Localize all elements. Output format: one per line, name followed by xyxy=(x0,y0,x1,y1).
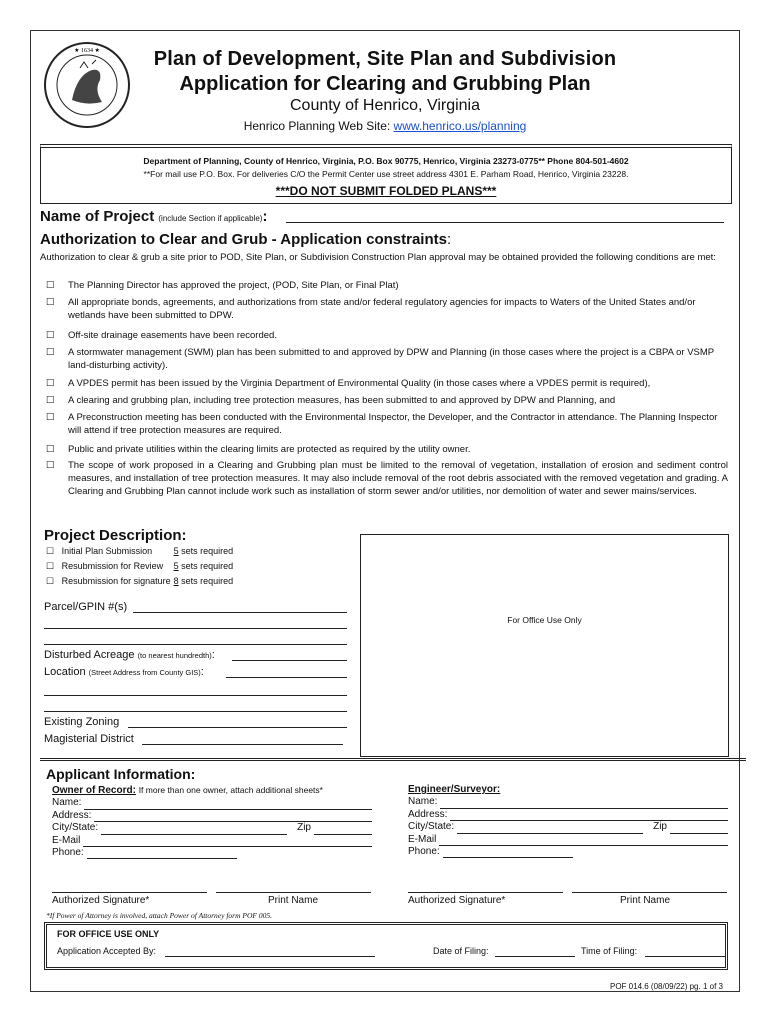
project-description-heading: Project Description: xyxy=(44,527,187,544)
checkbox[interactable]: ☐ xyxy=(46,576,55,586)
web-site-line: Henrico Planning Web Site: www.henrico.us/planning xyxy=(243,119,527,133)
title-line-2: Application for Clearing and Grubbing Plan xyxy=(179,73,591,95)
poa-note: *If Power of Attorney is involved, attach Power of Attorney form POF 005. xyxy=(46,911,272,920)
engineer-signature-field[interactable] xyxy=(408,892,563,893)
checkbox[interactable]: ☐ xyxy=(46,460,55,471)
zoning-label: Existing Zoning xyxy=(44,716,120,728)
checkbox[interactable]: ☐ xyxy=(46,412,55,423)
location-field-line[interactable] xyxy=(44,695,347,696)
office-use-only-box xyxy=(44,922,728,970)
folded-plans-warning: ***DO NOT SUBMIT FOLDED PLANS*** xyxy=(275,184,497,198)
section-divider xyxy=(40,758,746,761)
form-id: POF 014.6 (08/09/22) pg. 1 of 3 xyxy=(610,982,723,991)
district-label: Magisterial District xyxy=(44,733,134,745)
svg-text:★ 1634 ★: ★ 1634 ★ xyxy=(74,48,100,54)
acreage-label: Disturbed Acreage (to nearest hundredth): xyxy=(44,649,215,661)
checkbox[interactable]: ☐ xyxy=(46,395,55,406)
department-address: Department of Planning, County of Henrico, Virginia, P.O. Box 90775, Henrico, Virginia 23273-0775** Phone 804-501-4602 xyxy=(143,156,629,166)
office-use-heading: FOR OFFICE USE ONLY xyxy=(57,929,160,939)
owner-signature-label: Authorized Signature* xyxy=(52,895,150,906)
accepted-by-label: Application Accepted By: xyxy=(57,946,157,956)
time-of-filing-field[interactable] xyxy=(645,956,725,957)
owner-print-name-label: Print Name xyxy=(268,895,319,906)
owner-print-name-field[interactable] xyxy=(216,892,371,893)
date-of-filing-label: Date of Filing: xyxy=(433,946,489,956)
submission-option: ☐ Initial Plan Submission 5 sets required xyxy=(46,546,234,556)
owner-address-field[interactable] xyxy=(94,810,372,822)
district-field[interactable] xyxy=(142,744,343,745)
engineer-print-name-field[interactable] xyxy=(572,892,727,893)
location-label: Location (Street Address from County GIS): xyxy=(44,666,204,678)
county-seal-icon xyxy=(42,40,132,130)
authorization-intro: Authorization to clear & grub a site prior to POD, Site Plan, or Subdivision Construction Plan approval may be obtained provided the following conditions are met: xyxy=(40,252,716,263)
owner-signature-field[interactable] xyxy=(52,892,207,893)
engineer-city-field[interactable] xyxy=(457,821,643,833)
owner-zip-field[interactable] xyxy=(314,822,372,834)
planning-web-link[interactable]: www.henrico.us/planning xyxy=(393,119,527,133)
county-name: County of Henrico, Virginia xyxy=(289,97,481,114)
title-line-1: Plan of Development, Site Plan and Subdivision xyxy=(153,48,617,70)
parcel-field-line[interactable] xyxy=(44,644,347,645)
owner-city-field[interactable] xyxy=(101,822,287,834)
engineer-email-field[interactable] xyxy=(439,834,728,846)
engineer-print-name-label: Print Name xyxy=(620,895,671,906)
checkbox[interactable]: ☐ xyxy=(46,330,55,341)
delivery-note: **For mail use P.O. Box. For deliveries C/O the Permit Center use street address 4301 E. Parham Road, Henrico, Virginia 23228. xyxy=(143,169,629,179)
project-name-label: Name of Project (include Section if applicable): xyxy=(40,208,268,225)
checkbox[interactable]: ☐ xyxy=(46,561,55,571)
parcel-label: Parcel/GPIN #(s) xyxy=(44,601,128,613)
location-field-line[interactable] xyxy=(44,711,347,712)
engineer-signature-label: Authorized Signature* xyxy=(408,895,506,906)
time-of-filing-label: Time of Filing: xyxy=(581,946,638,956)
owner-email-field[interactable] xyxy=(83,835,372,847)
date-of-filing-field[interactable] xyxy=(495,956,575,957)
engineer-phone-field[interactable] xyxy=(443,846,573,858)
engineer-address-field[interactable] xyxy=(450,809,728,821)
office-use-box: For Office Use Only xyxy=(360,534,729,757)
project-name-field[interactable] xyxy=(286,222,724,223)
owner-column: Owner of Record: If more than one owner, attach additional sheets* Name: Address: City/State: Zip E-Mail Phone: xyxy=(52,784,372,859)
checkbox[interactable]: ☐ xyxy=(46,347,55,358)
location-field[interactable] xyxy=(226,677,347,678)
applicant-heading: Applicant Information: xyxy=(46,766,196,782)
engineer-name-field[interactable] xyxy=(440,796,728,808)
submission-option: ☐ Resubmission for signature 8 sets required xyxy=(46,576,234,586)
engineer-column: Engineer/Surveyor: Name: Address: City/State: Zip E-Mail Phone: xyxy=(408,784,728,858)
checkbox[interactable]: ☐ xyxy=(46,546,55,556)
parcel-field-line[interactable] xyxy=(44,628,347,629)
department-info-box xyxy=(40,144,732,204)
parcel-field[interactable] xyxy=(133,612,347,613)
submission-option: ☐ Resubmission for Review 5 sets required xyxy=(46,561,234,571)
accepted-by-field[interactable] xyxy=(165,956,375,957)
acreage-field[interactable] xyxy=(232,660,347,661)
engineer-zip-field[interactable] xyxy=(670,821,728,833)
checkbox[interactable]: ☐ xyxy=(46,378,55,389)
authorization-heading: Authorization to Clear and Grub - Application constraints: xyxy=(40,231,452,248)
checkbox[interactable]: ☐ xyxy=(46,280,55,291)
owner-name-field[interactable] xyxy=(84,797,372,809)
zoning-field[interactable] xyxy=(128,727,347,728)
checkbox[interactable]: ☐ xyxy=(46,297,55,308)
checkbox[interactable]: ☐ xyxy=(46,444,55,455)
owner-phone-field[interactable] xyxy=(87,847,237,859)
